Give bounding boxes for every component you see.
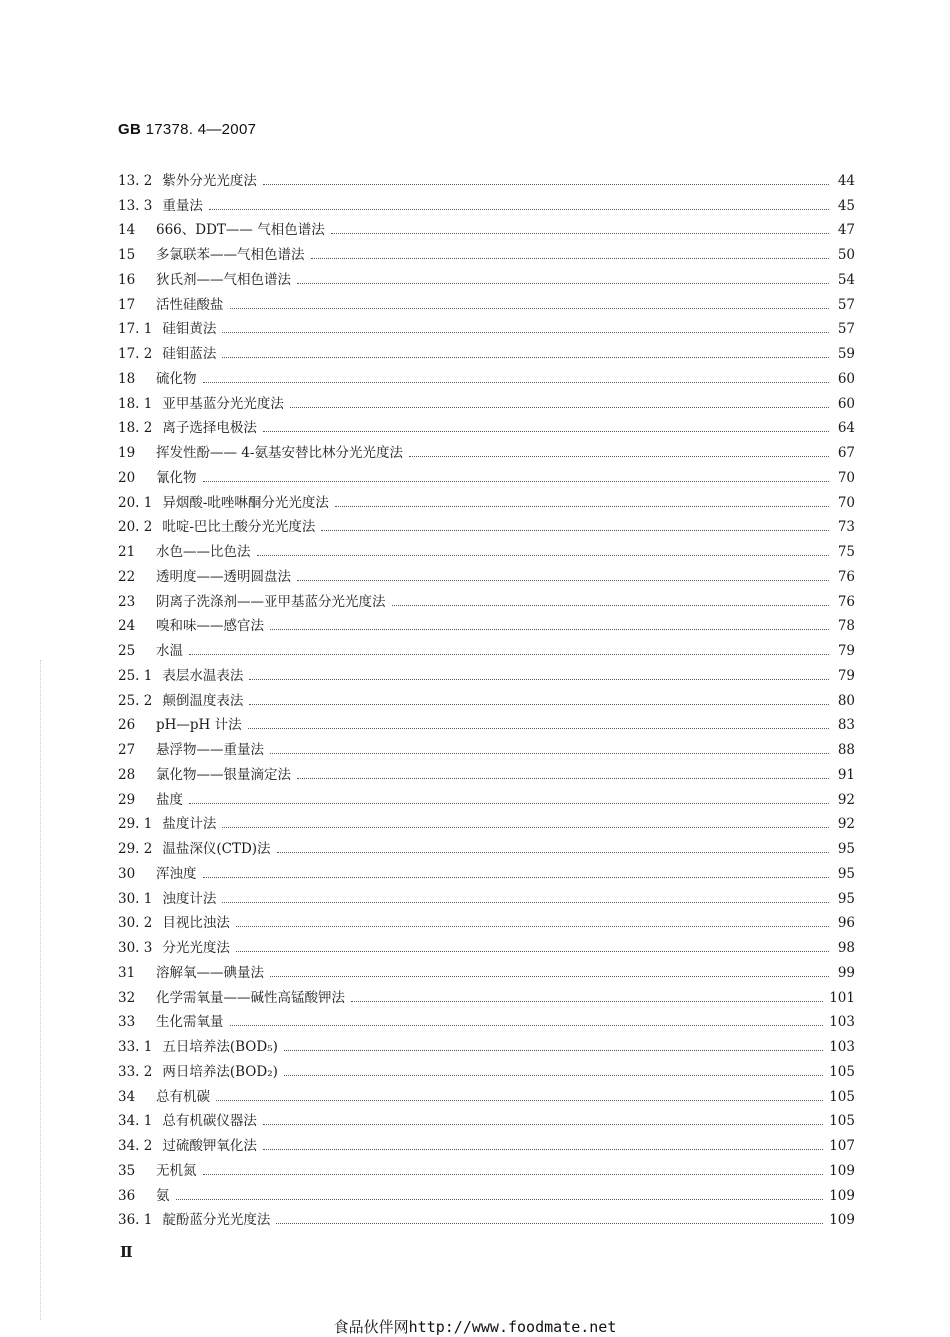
footer-watermark[interactable]: 食品伙伴网http://www.foodmate.net xyxy=(333,1318,617,1336)
toc-dot-leader xyxy=(236,926,829,927)
toc-dot-leader xyxy=(230,308,830,309)
toc-entry-page: 67 xyxy=(837,445,855,461)
toc-dot-leader xyxy=(263,431,829,432)
toc-entry-page: 103 xyxy=(829,1014,855,1031)
toc-entry-page: 70 xyxy=(837,469,855,486)
toc-entry-number: 13. 2 xyxy=(118,172,153,189)
toc-entry[interactable] xyxy=(118,809,855,834)
toc-entry-title: 重量法 xyxy=(162,197,203,214)
toc-entry[interactable] xyxy=(118,561,855,586)
toc-entry-number: 33 xyxy=(118,1014,136,1031)
toc-dot-leader xyxy=(297,778,829,779)
toc-entry-title: 透明度——透明圆盘法 xyxy=(156,568,291,585)
toc-entry-title: 氰化物 xyxy=(156,469,197,486)
toc-entry[interactable] xyxy=(118,1205,855,1230)
toc-entry-title: 浊度计法 xyxy=(162,890,217,907)
toc-entry-title: 浑浊度 xyxy=(156,865,197,882)
toc-entry-page: 92 xyxy=(837,791,855,808)
toc-entry-page: 99 xyxy=(837,964,855,981)
toc-entry-page: 80 xyxy=(837,692,855,709)
toc-entry-number: 15 xyxy=(118,247,136,263)
toc-entry[interactable] xyxy=(118,338,855,363)
toc-entry-number: 26 xyxy=(118,717,136,734)
toc-entry-page: 79 xyxy=(837,643,855,659)
toc-entry-page: 95 xyxy=(837,890,855,907)
toc-entry[interactable] xyxy=(118,1031,855,1056)
toc-entry-title: 紫外分光光度法 xyxy=(162,172,257,189)
toc-entry-title: 亚甲基蓝分光光度法 xyxy=(162,395,284,412)
toc-entry-title: 表层水温表法 xyxy=(162,667,244,684)
toc-dot-leader xyxy=(351,1001,823,1002)
document-header xyxy=(118,121,256,138)
toc-entry[interactable] xyxy=(118,635,855,660)
toc-entry[interactable] xyxy=(118,982,855,1007)
toc-entry-number: 30. 2 xyxy=(118,915,153,932)
toc-entry[interactable] xyxy=(118,190,855,215)
toc-entry-number: 25. 1 xyxy=(118,667,153,684)
toc-entry[interactable] xyxy=(118,734,855,759)
toc-entry[interactable] xyxy=(118,1007,855,1032)
toc-entry-number: 17 xyxy=(118,296,136,313)
toc-dot-leader xyxy=(176,1199,824,1200)
toc-entry-page: 105 xyxy=(829,1088,855,1105)
toc-entry-page: 47 xyxy=(837,222,855,239)
toc-entry-page: 109 xyxy=(829,1212,855,1229)
toc-entry[interactable] xyxy=(118,1056,855,1081)
toc-entry-number: 22 xyxy=(118,568,136,585)
toc-entry-number: 33. 1 xyxy=(118,1039,153,1055)
toc-dot-leader xyxy=(311,258,830,259)
toc-entry-title: 两日培养法(BOD₂) xyxy=(162,1063,278,1080)
toc-entry[interactable] xyxy=(118,759,855,784)
toc-dot-leader xyxy=(209,209,829,210)
toc-dot-leader xyxy=(248,728,829,729)
toc-entry-title: 硫化物 xyxy=(156,370,197,387)
toc-entry-title: 化学需氧量——碱性高锰酸钾法 xyxy=(156,989,345,1006)
toc-entry-page: 95 xyxy=(837,865,855,882)
toc-dot-leader xyxy=(263,1149,823,1150)
toc-entry-page: 95 xyxy=(837,841,855,857)
toc-entry-page: 50 xyxy=(837,247,855,263)
toc-dot-leader xyxy=(189,803,829,804)
toc-entry-title: 嗅和味——感官法 xyxy=(156,618,264,635)
toc-dot-leader xyxy=(203,481,830,482)
toc-entry-title: 无机氮 xyxy=(156,1162,197,1179)
toc-entry-number: 20. 2 xyxy=(118,519,153,536)
toc-entry-number: 13. 3 xyxy=(118,197,153,214)
toc-dot-leader xyxy=(203,382,830,383)
toc-entry-title: 分光光度法 xyxy=(162,940,230,956)
page-number: Ⅱ xyxy=(120,1245,133,1261)
toc-entry-title: 氯化物——银量滴定法 xyxy=(156,766,291,783)
toc-entry-title: 活性硅酸盐 xyxy=(156,296,224,313)
toc-dot-leader xyxy=(284,1050,823,1051)
toc-entry-page: 83 xyxy=(837,717,855,734)
toc-entry-number: 23 xyxy=(118,593,136,610)
toc-entry-title: 多氯联苯——气相色谱法 xyxy=(156,247,305,263)
toc-entry-title: 总有机碳仪器法 xyxy=(162,1113,257,1130)
toc-entry[interactable] xyxy=(118,1155,855,1180)
toc-entry-title: 吡啶-巴比土酸分光光度法 xyxy=(162,519,316,536)
toc-entry[interactable] xyxy=(118,932,855,957)
toc-entry[interactable] xyxy=(118,957,855,982)
toc-dot-leader xyxy=(230,1025,824,1026)
toc-entry[interactable] xyxy=(118,536,855,561)
toc-entry-page: 107 xyxy=(829,1138,855,1154)
toc-entry-title: 挥发性酚—— 4-氨基安替比林分光光度法 xyxy=(156,445,403,461)
toc-entry-page: 92 xyxy=(837,816,855,833)
toc-entry-title: 狄氏剂——气相色谱法 xyxy=(156,271,291,288)
toc-entry-number: 20. 1 xyxy=(118,494,153,511)
toc-entry-title: 生化需氧量 xyxy=(156,1014,224,1031)
toc-entry-number: 16 xyxy=(118,271,136,288)
toc-entry-title: 温盐深仪(CTD)法 xyxy=(162,841,271,857)
toc-entry-title: 靛酚蓝分光光度法 xyxy=(162,1212,271,1229)
toc-dot-leader xyxy=(297,580,829,581)
toc-entry-page: 101 xyxy=(829,989,855,1006)
toc-entry-page: 60 xyxy=(837,395,855,412)
toc-dot-leader xyxy=(290,407,829,408)
table-of-contents xyxy=(118,165,855,1229)
toc-entry-page: 88 xyxy=(837,742,855,758)
toc-entry-title: 水色——比色法 xyxy=(156,544,251,560)
toc-dot-leader xyxy=(321,530,829,531)
toc-entry[interactable] xyxy=(118,784,855,809)
toc-entry-title: 盐度 xyxy=(156,791,183,808)
toc-entry-page: 44 xyxy=(837,172,855,189)
toc-entry-number: 28 xyxy=(118,766,136,783)
toc-entry-number: 20 xyxy=(118,469,136,486)
toc-entry-title: 过硫酸钾氧化法 xyxy=(162,1138,257,1154)
toc-entry-title: 氨 xyxy=(156,1187,170,1204)
toc-entry-page: 70 xyxy=(837,494,855,511)
toc-entry[interactable] xyxy=(118,586,855,611)
toc-entry-number: 17. 2 xyxy=(118,346,153,362)
toc-entry[interactable] xyxy=(118,363,855,388)
toc-entry-page: 75 xyxy=(837,544,855,560)
toc-entry[interactable] xyxy=(118,487,855,512)
toc-dot-leader xyxy=(236,951,829,952)
toc-dot-leader xyxy=(270,753,829,754)
toc-dot-leader xyxy=(270,629,829,630)
toc-dot-leader xyxy=(222,902,829,903)
toc-dot-leader xyxy=(409,456,829,457)
toc-entry[interactable] xyxy=(118,264,855,289)
toc-entry-number: 30. 3 xyxy=(118,940,153,956)
toc-entry-title: 盐度计法 xyxy=(162,816,217,833)
toc-entry-number: 35 xyxy=(118,1162,136,1179)
toc-entry[interactable] xyxy=(118,1106,855,1131)
toc-entry-number: 29. 1 xyxy=(118,816,153,833)
toc-dot-leader xyxy=(249,704,829,705)
toc-entry-page: 76 xyxy=(837,568,855,585)
toc-entry[interactable] xyxy=(118,437,855,462)
toc-entry[interactable] xyxy=(118,314,855,339)
toc-entry-title: 666、DDT—— 气相色谱法 xyxy=(156,222,325,239)
toc-entry[interactable] xyxy=(118,1081,855,1106)
toc-entry-title: 离子选择电极法 xyxy=(162,420,257,437)
toc-dot-leader xyxy=(216,1100,823,1101)
toc-entry-number: 30 xyxy=(118,865,136,882)
toc-entry[interactable] xyxy=(118,462,855,487)
toc-dot-leader xyxy=(257,555,830,556)
toc-entry-page: 105 xyxy=(829,1113,855,1130)
toc-entry[interactable] xyxy=(118,908,855,933)
toc-entry-title: 悬浮物——重量法 xyxy=(156,742,264,758)
toc-entry-title: 总有机碳 xyxy=(156,1088,210,1105)
toc-entry[interactable] xyxy=(118,685,855,710)
toc-entry-number: 29. 2 xyxy=(118,841,153,857)
toc-entry[interactable] xyxy=(118,165,855,190)
toc-entry-title: 硅钼蓝法 xyxy=(162,346,217,362)
toc-entry-page: 59 xyxy=(837,346,855,362)
toc-dot-leader xyxy=(263,1124,823,1125)
toc-dot-leader xyxy=(189,654,829,655)
toc-entry-page: 96 xyxy=(837,915,855,932)
toc-entry[interactable] xyxy=(118,512,855,537)
toc-entry-number: 17. 1 xyxy=(118,321,153,338)
toc-entry-number: 31 xyxy=(118,964,136,981)
toc-entry[interactable] xyxy=(118,388,855,413)
toc-entry-number: 19 xyxy=(118,445,136,461)
toc-entry-number: 25. 2 xyxy=(118,692,153,709)
toc-entry-page: 45 xyxy=(837,197,855,214)
toc-entry-page: 54 xyxy=(837,271,855,288)
toc-dot-leader xyxy=(331,233,829,234)
toc-entry-title: pH—pH 计法 xyxy=(156,717,242,734)
toc-dot-leader xyxy=(297,283,829,284)
toc-dot-leader xyxy=(263,184,829,185)
toc-entry-page: 79 xyxy=(837,667,855,684)
toc-entry-number: 32 xyxy=(118,989,136,1006)
scan-artifact xyxy=(40,660,43,1320)
toc-entry-title: 目视比浊法 xyxy=(162,915,230,932)
toc-entry[interactable] xyxy=(118,833,855,858)
toc-entry[interactable] xyxy=(118,289,855,314)
toc-entry-page: 91 xyxy=(837,766,855,783)
toc-entry-page: 109 xyxy=(829,1162,855,1179)
toc-entry-page: 78 xyxy=(837,618,855,635)
toc-dot-leader xyxy=(277,852,829,853)
toc-entry-number: 30. 1 xyxy=(118,890,153,907)
toc-entry-number: 34 xyxy=(118,1088,136,1105)
toc-entry-page: 105 xyxy=(829,1063,855,1080)
toc-entry-number: 27 xyxy=(118,742,136,758)
toc-dot-leader xyxy=(392,605,830,606)
toc-entry[interactable] xyxy=(118,1130,855,1155)
toc-dot-leader xyxy=(222,827,829,828)
toc-entry-page: 60 xyxy=(837,370,855,387)
toc-entry-title: 硅钼黄法 xyxy=(162,321,217,338)
toc-entry[interactable] xyxy=(118,611,855,636)
toc-dot-leader xyxy=(203,1174,824,1175)
toc-entry-title: 溶解氧——碘量法 xyxy=(156,964,264,981)
toc-entry[interactable] xyxy=(118,215,855,240)
toc-dot-leader xyxy=(222,332,829,333)
toc-dot-leader xyxy=(284,1075,823,1076)
toc-entry-number: 21 xyxy=(118,544,136,560)
toc-entry-number: 18 xyxy=(118,370,136,387)
toc-entry-title: 颠倒温度表法 xyxy=(162,692,244,709)
toc-entry-number: 18. 2 xyxy=(118,420,153,437)
toc-entry[interactable] xyxy=(118,883,855,908)
toc-dot-leader xyxy=(203,877,830,878)
toc-entry-page: 73 xyxy=(837,519,855,536)
toc-entry-number: 33. 2 xyxy=(118,1063,153,1080)
toc-dot-leader xyxy=(249,679,829,680)
toc-entry-number: 25 xyxy=(118,643,136,659)
toc-entry[interactable] xyxy=(118,710,855,735)
standard-number: 17378. 4—2007 xyxy=(145,121,257,138)
toc-entry-page: 98 xyxy=(837,940,855,956)
toc-entry-number: 34. 1 xyxy=(118,1113,153,1130)
toc-dot-leader xyxy=(276,1223,823,1224)
toc-entry-number: 36. 1 xyxy=(118,1212,153,1229)
toc-dot-leader xyxy=(335,506,829,507)
toc-entry-page: 109 xyxy=(829,1187,855,1204)
toc-entry-page: 57 xyxy=(837,296,855,313)
toc-entry-number: 24 xyxy=(118,618,136,635)
toc-entry-number: 18. 1 xyxy=(118,395,153,412)
toc-entry-page: 57 xyxy=(837,321,855,338)
toc-entry-number: 14 xyxy=(118,222,136,239)
toc-entry[interactable] xyxy=(118,660,855,685)
toc-entry[interactable] xyxy=(118,413,855,438)
toc-entry[interactable] xyxy=(118,1180,855,1205)
toc-entry[interactable] xyxy=(118,858,855,883)
toc-entry-page: 103 xyxy=(829,1039,855,1055)
toc-entry-title: 阴离子洗涤剂——亚甲基蓝分光光度法 xyxy=(156,593,386,610)
toc-entry-page: 76 xyxy=(837,593,855,610)
toc-entry-number: 36 xyxy=(118,1187,136,1204)
toc-entry-number: 29 xyxy=(118,791,136,808)
toc-entry-number: 34. 2 xyxy=(118,1138,153,1154)
toc-dot-leader xyxy=(222,357,829,358)
standard-code: GB xyxy=(118,121,142,138)
toc-entry[interactable] xyxy=(118,239,855,264)
toc-dot-leader xyxy=(270,976,829,977)
toc-entry-page: 64 xyxy=(837,420,855,437)
toc-entry-title: 五日培养法(BOD₅) xyxy=(162,1039,278,1055)
toc-entry-title: 异烟酸-吡唑啉酮分光光度法 xyxy=(162,494,329,511)
toc-entry-title: 水温 xyxy=(156,643,183,659)
